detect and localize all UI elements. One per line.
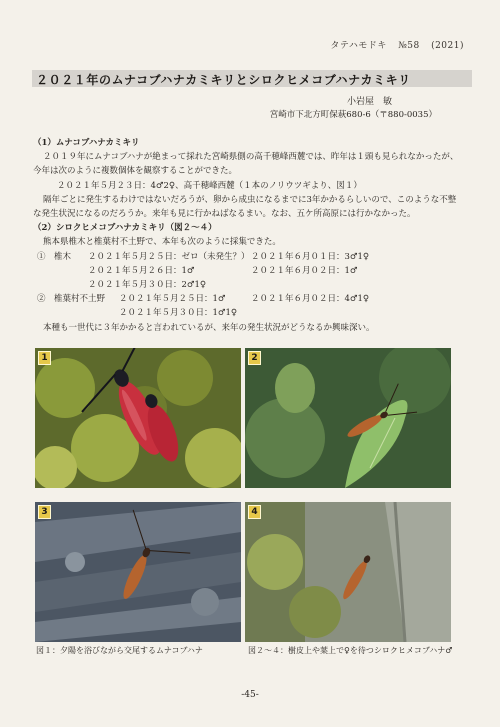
record: ２０２１年５月２６日：1♂ (88, 265, 195, 276)
bark-with-beetle (35, 502, 241, 642)
caption-figure-1: 図１：夕陽を浴びながら交尾するムナコブハナ (36, 646, 203, 655)
photo-row-bottom (35, 502, 451, 642)
figure-label: 2 (248, 351, 261, 365)
page-number: -45- (241, 690, 259, 700)
journal-name: タテハモドキ (330, 41, 387, 51)
figure-label: 3 (38, 505, 51, 519)
paragraph-line: ２０１９年にムナコブハナが絶まって採れた宮崎県側の高千穂峰西麓では、昨年は１頭も見られなかったが、 (43, 152, 459, 163)
figure-label: 4 (248, 505, 261, 519)
paragraph-line: 今年は次のように複数個体を観察することができた。 (33, 166, 238, 177)
record: ２０２１年５月２５日：1♂ (119, 294, 226, 305)
figure-3-photo (35, 502, 241, 642)
issue-number: №58 (398, 41, 420, 51)
caption-figures-2-4: 図２～４：樹皮上や葉上で♀を待つシロクヒメコブハナ♂ (248, 646, 453, 655)
mossy-bark-with-mating-beetles (35, 348, 241, 488)
author-name: 小岩屋 敏 (346, 97, 392, 107)
record: ２０２１年５月３０日：1♂1♀ (119, 308, 238, 319)
paragraph-line: 隔年ごとに発生するわけではないだろうが、卵から成虫になるまでに3年かかるらしいので、このような不整 (43, 194, 457, 205)
record-row (33, 264, 473, 278)
record: ２０２１年６月０２日：1♂ (251, 265, 358, 276)
figure-4-photo (245, 502, 451, 642)
record: ２０２１年６月０１日：3♂1♀ (251, 251, 370, 262)
record-row (33, 250, 473, 264)
issue-year: (2021) (431, 41, 464, 51)
location-label: ② 椎葉村不土野 (37, 294, 106, 305)
figure-1-photo (35, 348, 241, 488)
leaf-with-beetle (245, 348, 451, 488)
record-row (33, 306, 473, 320)
tree-trunk-with-beetle (245, 502, 451, 642)
location-label: ① 椎木 (37, 251, 72, 262)
figure-label: 1 (38, 351, 51, 365)
section-1-heading: （1）ムナコブハナカミキリ (33, 138, 140, 148)
record-row (33, 292, 473, 306)
paragraph-line: な発生状況になるのだろうか。来年も見に行かねばなるまい。なお、五ケ所高原には行かなかった。 (33, 209, 416, 220)
section-2-heading: （2）シロクヒメコブハナカミキリ（図２～４） (33, 223, 217, 234)
record: ２０２１年５月２５日：ゼロ（未発生？） (88, 251, 250, 262)
paragraph-line: 本種も一世代に３年かかると言われているが、来年の発生状況がどうなるか興味深い。 (43, 322, 375, 333)
article-body (33, 136, 473, 335)
figure-2-photo (245, 348, 451, 488)
running-header (322, 38, 464, 51)
article-title: ２０２１年のムナコブハナカミキリとシロクヒメコブハナカミキリ (36, 73, 411, 87)
record: ２０２１年５月３０日：2♂1♀ (88, 280, 207, 290)
author-address: 宮崎市下北方町保萩680-6（〒880-0035） (269, 110, 437, 120)
record-row (33, 278, 473, 292)
record-line: ２０２１年５月２３日：4♂2♀、高千穂峰西麓（１本のノリウツギより、図１） (57, 180, 362, 191)
photo-row-top (35, 348, 451, 488)
paragraph-line: 熊本県椎木と椎葉村不土野で、本年も次のように採集できた。 (43, 237, 281, 248)
record: ２０２１年６月０２日：4♂1♀ (251, 294, 370, 305)
